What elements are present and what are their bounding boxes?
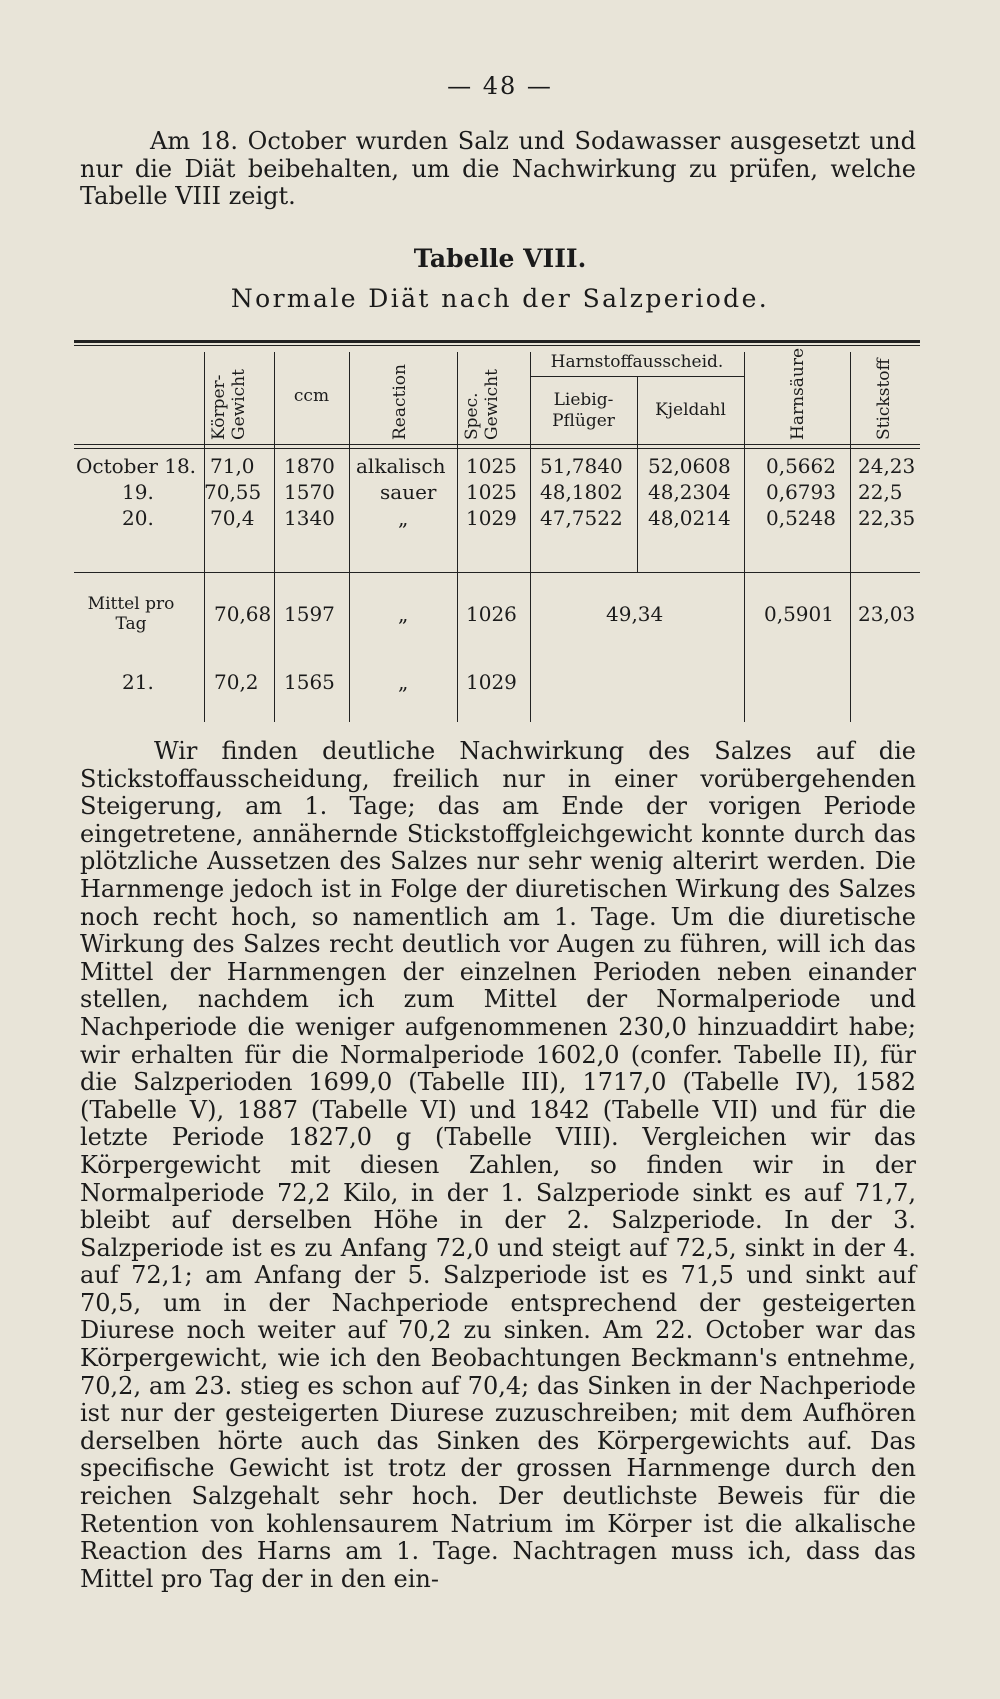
extra-gewicht: 70,2	[214, 670, 259, 694]
row-reaction: „	[398, 506, 409, 530]
intro-paragraph: Am 18. October wurden Salz und Sodawasser ausgesetzt und nur die Diät beibehalten, um die Nachwirkung zu prüfen, welche Tabelle VIII zeigt.	[80, 127, 916, 211]
row-spec: 1025	[466, 480, 517, 504]
row-kjeldahl: 48,2304	[648, 480, 731, 504]
row-liebig: 47,7522	[540, 506, 623, 530]
mittel-spec: 1026	[466, 602, 517, 626]
table-title: Tabelle VIII.	[413, 244, 587, 273]
row-harnsaeure: 0,6793	[766, 480, 836, 504]
header-koerpergewicht: Körper- Gewicht	[209, 369, 249, 440]
rows-bottom-rule	[74, 572, 920, 573]
col-divider	[274, 352, 275, 722]
row-harnsaeure: 0,5662	[766, 454, 836, 478]
row-reaction: alkalisch	[356, 454, 446, 478]
mittel-ccm: 1597	[284, 602, 335, 626]
col-divider	[744, 352, 745, 722]
row-stickstoff: 22,5	[858, 480, 903, 504]
col-divider	[349, 352, 350, 722]
header-harnsaeure: Harnsäure	[788, 347, 808, 440]
header-bottom-rule-thin	[74, 448, 920, 449]
header-harnstoffausscheidung: Harnstoffausscheid.	[550, 352, 724, 372]
row-reaction: sauer	[380, 480, 437, 504]
data-table	[74, 340, 920, 720]
col-divider	[457, 352, 458, 722]
header-bottom-rule	[74, 444, 920, 445]
table-subtitle: Normale Diät nach der Salzperiode.	[230, 284, 770, 313]
header-liebig-pflueger: Liebig- Pflüger	[552, 390, 615, 431]
row-kjeldahl: 52,0608	[648, 454, 731, 478]
header-reaction: Reaction	[390, 364, 410, 440]
header-stickstoff: Stickstoff	[874, 358, 894, 440]
page-number: — 48 —	[447, 72, 553, 100]
extra-spec: 1029	[466, 670, 517, 694]
body-paragraph: Wir finden deutliche Nachwirkung des Salzes auf die Stickstoffausscheidung, freilich nur in einer vorübergehenden Steigerung, am 1. Tage; das am Ende der vorigen Periode eingetretene, annähernde Stickstoffgleichgewicht konnte durch das plötzliche Aussetzen des Salzes nur sehr wenig alterirt werden. Die Harnmenge jedoch ist in Folge der diuretischen Wirkung des Salzes noch recht hoch, so namentlich am 1. Tage. Um die diuretische Wirkung des Salzes recht deutlich vor Augen zu führen, will ich das Mittel der Harnmengen der einzelnen Perioden neben einander stellen, nachdem ich zum Mittel der Normalperiode und Nachperiode die weniger aufgenommenen 230,0 hinzuaddirt habe; wir erhalten für die Normalperiode 1602,0 (confer. Tabelle II), für die Salzperioden 1699,0 (Tabelle III), 1717,0 (Tabelle IV), 1582 (Tabelle V), 1887 (Tabelle VI) und 1842 (Tabelle VII) und für die letzte Periode 1827,0 g (Tabelle VIII). Vergleichen wir das Körpergewicht mit diesen Zahlen, so finden wir in der Normalperiode 72,2 Kilo, in der 1. Salzperiode sinkt es auf 71,7, bleibt auf derselben Höhe in der 2. Salzperiode. In der 3. Salzperiode ist es zu Anfang 72,0 und steigt auf 72,5, sinkt in der 4. auf 72,1; am Anfang der 5. Salzperiode ist es 71,5 und sinkt auf 70,5, um in der Nachperiode entsprechend der gesteigerten Diurese noch weiter auf 70,2 zu sinken. Am 22. October war das Körpergewicht, wie ich den Beobachtungen Beckmann's entnehme, 70,2, am 23. stieg es schon auf 70,4; das Sinken in der Nachperiode ist nur der gesteigerten Diurese zuzuschreiben; mit dem Aufhören derselben hörte auch das Sinken des Körpergewichts auf. Das specifische Gewicht ist trotz der grossen Harnmenge durch den reichen Salzgehalt sehr hoch. Der deutlichste Beweis für die Retention von kohlensaurem Natrium im Körper ist die alkalische Reaction des Harns am 1. Tage. Nachtragen muss ich, dass das Mittel pro Tag der in den ein-	[80, 737, 916, 1593]
row-spec: 1029	[466, 506, 517, 530]
row-liebig: 51,7840	[540, 454, 623, 478]
extra-reaction: „	[398, 670, 409, 694]
row-ccm: 1570	[284, 480, 335, 504]
col-divider	[850, 352, 851, 722]
row-stickstoff: 24,23	[858, 454, 916, 478]
header-kjeldahl: Kjeldahl	[655, 400, 726, 420]
mittel-label: Mittel pro Tag	[87, 594, 175, 634]
row-ccm: 1340	[284, 506, 335, 530]
row-kjeldahl: 48,0214	[648, 506, 731, 530]
row-gewicht: 71,0	[210, 454, 255, 478]
row-spec: 1025	[466, 454, 517, 478]
row-date: 19.	[122, 480, 154, 504]
mittel-harnsaeure: 0,5901	[764, 602, 834, 626]
extra-date: 21.	[122, 670, 154, 694]
mittel-gewicht: 70,68	[214, 602, 272, 626]
row-harnsaeure: 0,5248	[766, 506, 836, 530]
row-liebig: 48,1802	[540, 480, 623, 504]
row-stickstoff: 22,35	[858, 506, 916, 530]
header-spec-gewicht: Spec. Gewicht	[462, 369, 502, 440]
mittel-stickstoff: 23,03	[858, 602, 916, 626]
row-ccm: 1870	[284, 454, 335, 478]
col-divider	[204, 352, 205, 722]
extra-ccm: 1565	[284, 670, 335, 694]
harnstoff-group-rule	[530, 376, 744, 377]
table-top-rule	[74, 340, 920, 343]
row-gewicht: 70,55	[204, 480, 262, 504]
row-date: October 18.	[76, 454, 197, 478]
mittel-harnstoff: 49,34	[606, 602, 664, 626]
header-ccm: ccm	[293, 386, 330, 406]
row-gewicht: 70,4	[210, 506, 255, 530]
table-top-rule-thin	[74, 345, 920, 346]
row-date: 20.	[122, 506, 154, 530]
mittel-reaction: „	[398, 602, 409, 626]
